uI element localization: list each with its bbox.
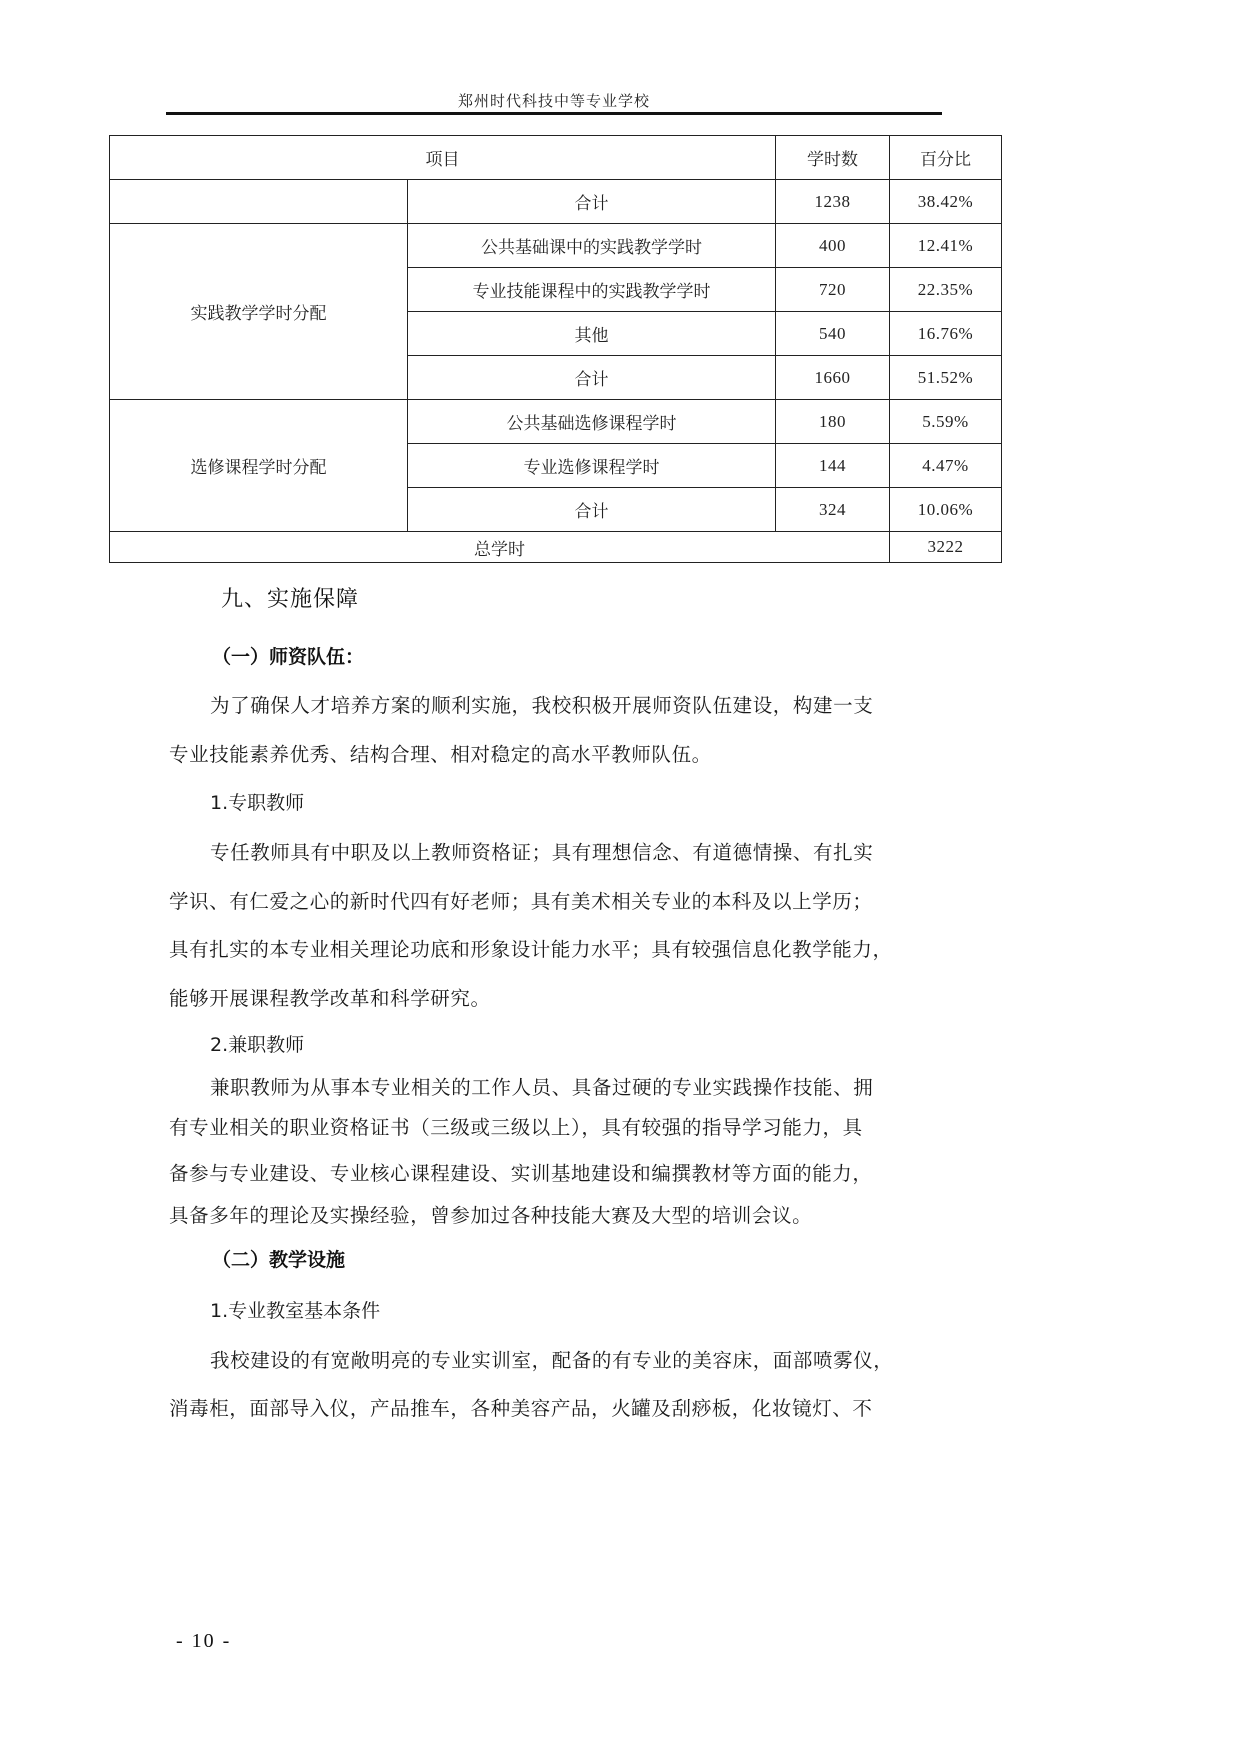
hours-cell: 540	[776, 312, 890, 356]
item-cell: 其他	[408, 312, 776, 356]
item-title-parttime-teachers: 2.兼职教师	[210, 1034, 305, 1056]
column-header-hours: 学时数	[776, 136, 890, 180]
hours-cell: 180	[776, 400, 890, 444]
page-number: - 10 -	[176, 1630, 232, 1652]
item-cell: 专业选修课程学时	[408, 444, 776, 488]
grand-total-value: 3222	[890, 532, 1002, 563]
item-cell: 合计	[408, 180, 776, 224]
hours-cell: 144	[776, 444, 890, 488]
item-cell: 公共基础选修课程学时	[408, 400, 776, 444]
section-heading: 九、实施保障	[221, 587, 360, 612]
paragraph-line: 专任教师具有中职及以上教师资格证；具有理想信念、有道德情操、有扎实	[210, 841, 874, 864]
paragraph-line: 兼职教师为从事本专业相关的工作人员、具备过硬的专业实践操作技能、拥	[210, 1076, 874, 1099]
column-header-item: 项目	[110, 136, 776, 180]
percent-cell: 16.76%	[890, 312, 1002, 356]
running-header: 郑州时代科技中等专业学校	[457, 92, 650, 110]
table-header-row	[110, 136, 1002, 180]
paragraph-line: 为了确保人才培养方案的顺利实施，我校积极开展师资队伍建设，构建一支	[210, 694, 874, 717]
item-cell: 专业技能课程中的实践教学学时	[408, 268, 776, 312]
paragraph-line: 具备多年的理论及实操经验，曾参加过各种技能大赛及大型的培训会议。	[169, 1204, 813, 1227]
percent-cell: 38.42%	[890, 180, 1002, 224]
percent-cell: 51.52%	[890, 356, 1002, 400]
item-cell: 合计	[408, 488, 776, 532]
percent-cell: 12.41%	[890, 224, 1002, 268]
subsection-heading-faculty: （一）师资队伍：	[212, 646, 365, 668]
item-cell: 公共基础课中的实践教学学时	[408, 224, 776, 268]
table-row	[110, 400, 1002, 444]
paragraph-line: 备参与专业建设、专业核心课程建设、实训基地建设和编撰教材等方面的能力，	[169, 1162, 873, 1185]
paragraph-line: 我校建设的有宽敞明亮的专业实训室，配备的有专业的美容床，面部喷雾仪，	[210, 1349, 894, 1372]
group-cell-practice: 实践教学学时分配	[110, 224, 408, 400]
hours-cell: 324	[776, 488, 890, 532]
column-header-percent: 百分比	[890, 136, 1002, 180]
grand-total-label: 总学时	[110, 532, 890, 563]
paragraph-line: 消毒柜，面部导入仪，产品推车，各种美容产品，火罐及刮痧板，化妆镜灯、不	[169, 1397, 873, 1420]
percent-cell: 5.59%	[890, 400, 1002, 444]
table-row	[110, 180, 1002, 224]
paragraph-line: 有专业相关的职业资格证书（三级或三级以上），具有较强的指导学习能力，具	[169, 1116, 863, 1139]
item-title-classroom-conditions: 1.专业教室基本条件	[210, 1300, 381, 1322]
paragraph-line: 能够开展课程教学改革和科学研究。	[169, 987, 491, 1010]
item-title-fulltime-teachers: 1.专职教师	[210, 792, 305, 814]
table-row	[110, 224, 1002, 268]
grand-total-row	[110, 532, 1002, 563]
group-cell-elective: 选修课程学时分配	[110, 400, 408, 532]
hours-cell: 400	[776, 224, 890, 268]
hours-cell: 1660	[776, 356, 890, 400]
hours-allocation-table	[109, 135, 1002, 563]
hours-cell: 720	[776, 268, 890, 312]
subsection-heading-facilities: （二）教学设施	[212, 1249, 346, 1271]
hours-cell: 1238	[776, 180, 890, 224]
paragraph-line: 学识、有仁爱之心的新时代四有好老师；具有美术相关专业的本科及以上学历；	[169, 890, 873, 913]
item-cell: 合计	[408, 356, 776, 400]
percent-cell: 10.06%	[890, 488, 1002, 532]
header-rule	[166, 112, 942, 115]
group-cell-empty	[110, 180, 408, 224]
paragraph-line: 具有扎实的本专业相关理论功底和形象设计能力水平；具有较强信息化教学能力，	[169, 938, 893, 961]
percent-cell: 4.47%	[890, 444, 1002, 488]
paragraph-line: 专业技能素养优秀、结构合理、相对稳定的高水平教师队伍。	[169, 743, 712, 766]
percent-cell: 22.35%	[890, 268, 1002, 312]
